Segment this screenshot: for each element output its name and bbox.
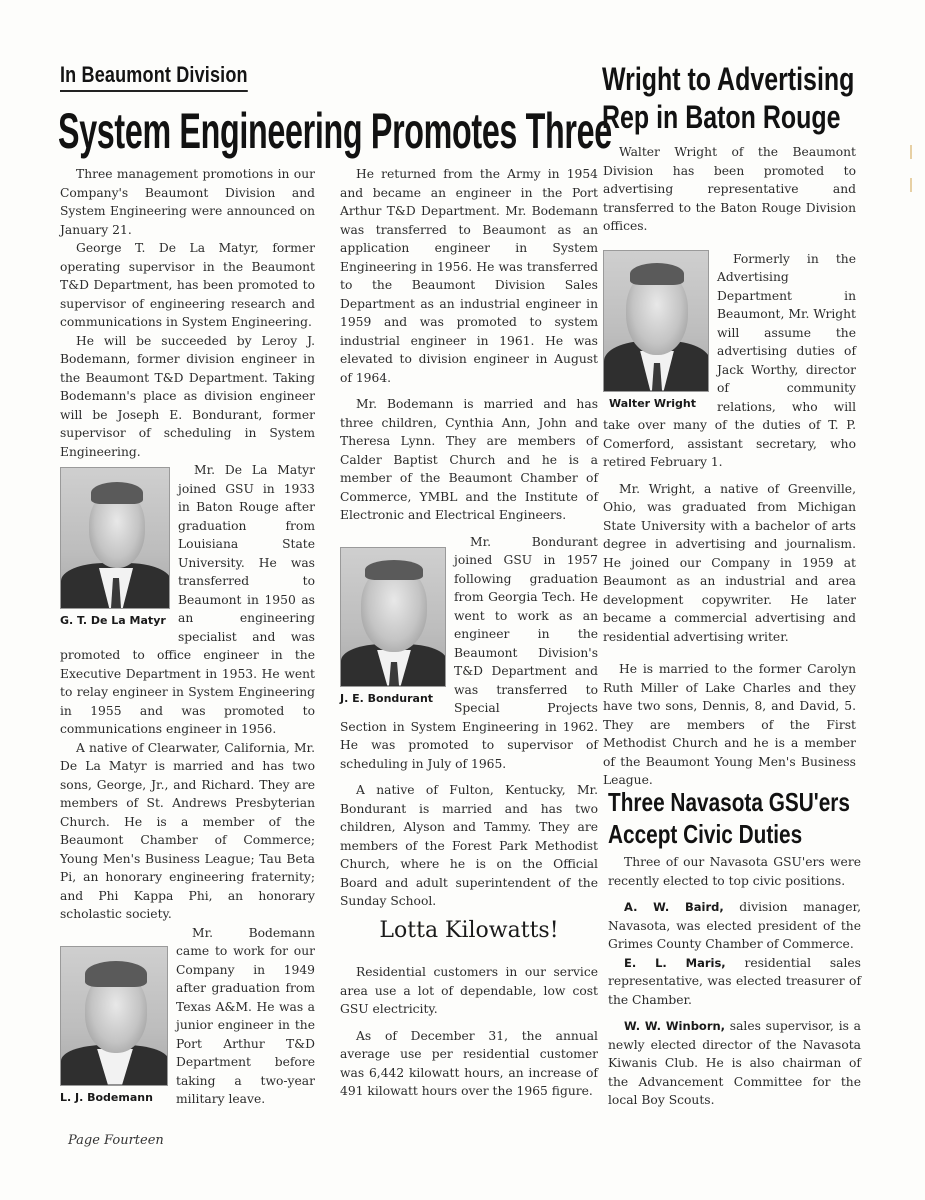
photo-caption: L. J. Bodemann bbox=[60, 1090, 153, 1104]
article-kicker: In Beaumont Division bbox=[60, 62, 248, 92]
main-headline: System Engineering Promotes Three bbox=[58, 103, 612, 159]
photo-bodemann bbox=[60, 946, 168, 1108]
paragraph: Mr. Wright, a native of Greenville, Ohio, was graduated from Michigan State University with a bachelor of arts degree in advertising and journalism. He joined our Company in 1959 at Beaumont as an industrial and area development copywriter. He later became a commercial advertising and residential advertising writer. bbox=[603, 481, 856, 644]
navasota-headline bbox=[608, 786, 850, 850]
photo-caption: J. E. Bondurant bbox=[340, 691, 434, 705]
paragraph: As of December 31, the annual average use per residential customer was 6,442 kilowatt hours, an increase of 491 kilowatt hours over the 1965 figure. bbox=[340, 1028, 598, 1098]
paragraph: A native of Fulton, Kentucky, Mr. Bondurant is married and has two children, Alyson and Tammy. They are members of the Forest Park Methodist Church, where he is on the Official Board and adult superintendent of the Sunday School. bbox=[340, 783, 598, 908]
photo-caption: Walter Wright bbox=[609, 396, 697, 410]
main-article-left-column bbox=[60, 165, 315, 1109]
portrait-photo bbox=[603, 250, 709, 392]
paragraph: George T. De La Matyr, former operating supervisor in the Beaumont T&D Department, has been promoted to supervisor of engineering research and communications in System Engineering. bbox=[60, 241, 315, 329]
photo-delamatyr bbox=[60, 467, 170, 631]
headline-line: Accept Civic Duties bbox=[608, 819, 803, 849]
scan-edge-mark bbox=[910, 145, 912, 159]
portrait-photo bbox=[60, 467, 170, 609]
paragraph: Residential customers in our service area use a lot of dependable, low cost GSU electricity. bbox=[340, 965, 598, 1016]
person-name: W. W. Winborn, bbox=[624, 1019, 726, 1033]
paragraph: He returned from the Army in 1954 and became an engineer in the Port Arthur T&D Department. Mr. Bodemann was transferred to Beaumont as an application engineer in System Engineering in 1956. He was transferred to the Beaumont Division Sales Department as an industrial engineer in 1959 and was promoted to system industrial engineer in 1961. He was elevated to division engineer in August of 1964. bbox=[340, 167, 598, 385]
list-item bbox=[608, 1017, 861, 1110]
item-text: residential sales representative, was elected treasurer of the Chamber. bbox=[608, 955, 861, 1007]
portrait-photo bbox=[60, 946, 168, 1086]
paragraph: Mr. Bodemann came to work for our Company in 1949 after graduation from Texas A&M. He was a junior engineer in the Port Arthur T&D Department before taking a two-year military leave. bbox=[176, 925, 315, 1106]
scan-edge-mark bbox=[910, 178, 912, 192]
lotta-kilowatts-headline: Lotta Kilowatts! bbox=[379, 918, 559, 943]
page-number: Page Fourteen bbox=[68, 1133, 164, 1148]
headline-line: Rep in Baton Rouge bbox=[602, 99, 841, 135]
item-text: sales supervisor, is a newly elected director of the Navasota Kiwanis Club. He is also chairman of the Advancement Committee for the local Boy Scouts. bbox=[608, 1019, 861, 1107]
headline-line: Wright to Advertising bbox=[602, 61, 855, 97]
person-name: E. L. Maris, bbox=[624, 955, 726, 970]
photo-bondurant bbox=[340, 547, 446, 709]
paragraph: Mr. Bondurant joined GSU in 1957 following graduation from Georgia Tech. He went to work as an engineer in the Beaumont Division's T&D Department and was transferred to Special Projects Section in System Engineering in 1962. He was promoted to supervisor of scheduling in July of 1965. bbox=[340, 534, 598, 771]
wright-article-body bbox=[603, 143, 856, 790]
wright-headline bbox=[602, 60, 854, 136]
person-name: A. W. Baird, bbox=[624, 900, 724, 914]
portrait-photo bbox=[340, 547, 446, 687]
main-article-middle-column bbox=[340, 165, 598, 911]
paragraph: A native of Clearwater, California, Mr. De La Matyr is married and has two sons, George, Jr., and Richard. They are members of St. Andrews Presbyterian Church. He is a member of the Beaumont Chamber of Commerce; Young Men's Business League; Tau Beta Pi, an honorary engineering fraternity; and Phi Kappa Phi, an honorary scholastic society. bbox=[60, 740, 315, 921]
navasota-article-body bbox=[608, 853, 861, 1110]
lotta-kilowatts-body bbox=[340, 963, 598, 1101]
photo-walter-wright bbox=[603, 250, 709, 414]
paragraph: Mr. De La Matyr joined GSU in 1933 in Baton Rouge after graduation from Louisiana State University. He was transferred to Beaumont in 1950 as an engineering specialist and was promoted to office engineer in the Executive Department in 1953. He went to relay engineer in System Engineering in 1955 and was promoted to communications engineer in 1956. bbox=[60, 463, 315, 736]
paragraph: He is married to the former Carolyn Ruth Miller of Lake Charles and they have two sons, Dennis, 8, and David, 5. They are members of the First Methodist Church and he is a member of the Beaumont Young Men's Business League. bbox=[603, 662, 856, 787]
paragraph: Formerly in the Advertising Department in Beaumont, Mr. Wright will assume the advertising duties of Jack Worthy, director of community relations, who will take over many of the duties of T. P. Comerford, assistant secretary, who retired February 1. bbox=[603, 251, 856, 469]
paragraph: Three management promotions in our Company's Beaumont Division and System Engineering were announced on January 21. bbox=[60, 167, 315, 237]
paragraph: Mr. Bodemann is married and has three children, Cynthia Ann, John and Theresa Lynn. They are members of Calder Baptist Church and he is a member of the Beaumont Chamber of Commerce, YMBL and the Institute of Electronic and Electrical Engineers. bbox=[340, 397, 598, 522]
paragraph: Walter Wright of the Beaumont Division has been promoted to advertising representative and transferred to the Baton Rouge Division offices. bbox=[603, 145, 856, 233]
headline-line: Three Navasota GSU'ers bbox=[608, 787, 850, 817]
paragraph: Three of our Navasota GSU'ers were recently elected to top civic positions. bbox=[608, 855, 861, 888]
photo-caption: G. T. De La Matyr bbox=[60, 614, 166, 627]
paragraph: He will be succeeded by Leroy J. Bodemann, former division engineer in the Beaumont T&D Department. Taking Bodemann's place as division engineer will be Joseph E. Bondurant, former supervisor of scheduling in System Engineering. bbox=[60, 333, 315, 459]
item-text: division manager, Navasota, was elected president of the Grimes County Chamber of Commerce. bbox=[608, 900, 861, 951]
list-item bbox=[608, 954, 861, 1010]
list-item bbox=[608, 898, 861, 954]
